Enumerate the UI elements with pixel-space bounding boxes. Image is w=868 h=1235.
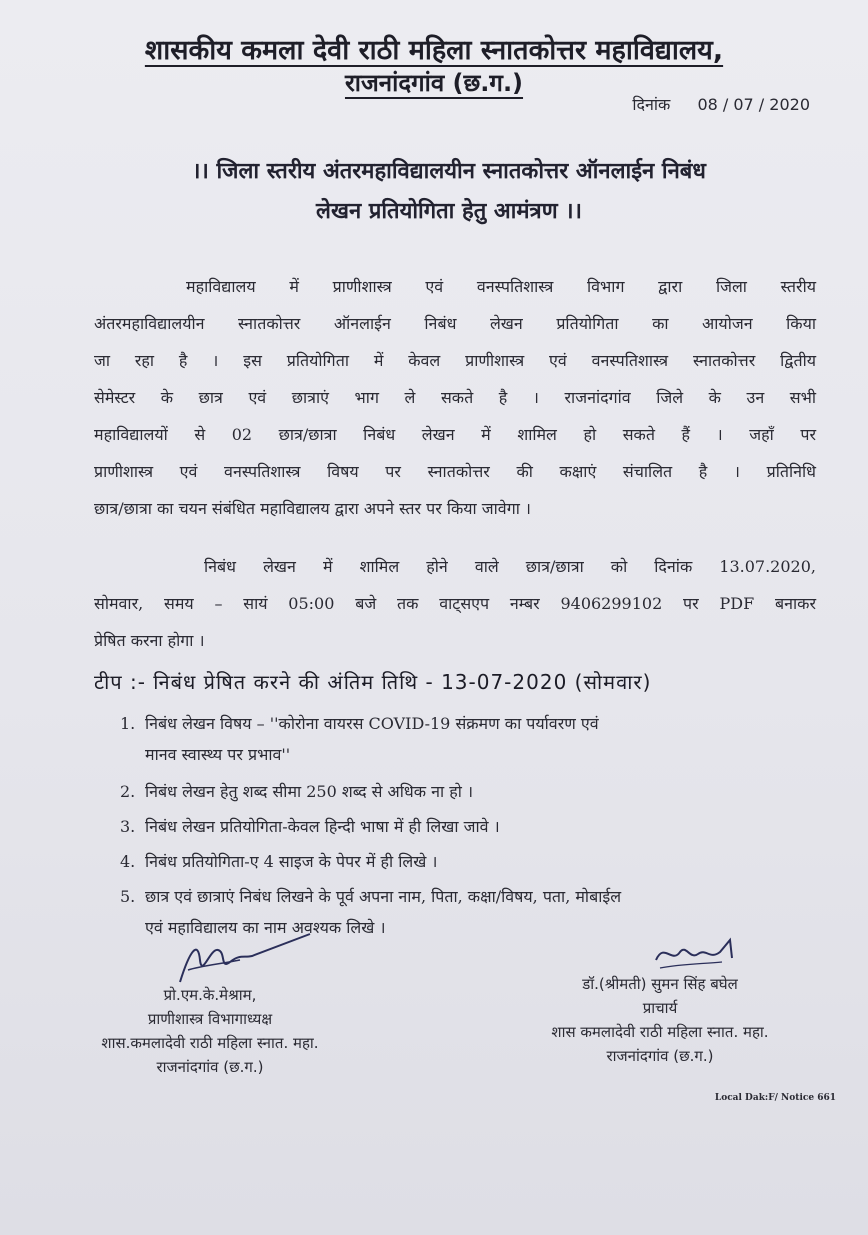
signatory-city: राजनांदगांव (छ.ग.) [156, 1058, 264, 1076]
rule-text: छात्र एवं छात्राएं निबंध लिखने के पूर्व अपना नाम, पिता, कक्षा/विषय, पता, मोबाईल [145, 887, 622, 906]
handwritten-deadline-note: टीप :- निबंध प्रेषित करने की अंतिम तिथि - 13-07-2020 (सोमवार) [94, 670, 652, 694]
para1-line: प्राणीशास्त्र एवं वनस्पतिशास्त्र विषय पर स्नातकोत्तर की कक्षाएं संचालित है । प्रतिनिधि [94, 462, 816, 481]
para2-line: निबंध लेखन में शामिल होने वाले छात्र/छात्रा को दिनांक 13.07.2020, [204, 557, 816, 576]
rule-text: निबंध प्रतियोगिता-ए 4 साइज के पेपर में ही लिखे । [145, 852, 438, 871]
rule-text: एवं महाविद्यालय का नाम अवश्यक लिखे । [145, 918, 386, 937]
rule-number: 2. [120, 782, 136, 801]
para2-line: प्रेषित करना होगा । [94, 631, 205, 650]
notice-title-line-1: ।। जिला स्तरीय अंतरमहाविद्यालयीन स्नातकोत्तर ऑनलाईन निबंध [192, 159, 706, 184]
para1-line: महाविद्यालयों से 02 छात्र/छात्रा निबंध लेखन में शामिल हो सकते हैं । जहाँ पर [94, 425, 816, 444]
rule-text: निबंध लेखन हेतु शब्द सीमा 250 शब्द से अधिक ना हो । [145, 782, 474, 801]
signatory-name: प्रो.एम.के.मेश्राम, [163, 986, 257, 1004]
signatory-name: डॉ.(श्रीमती) सुमन सिंह बघेल [582, 975, 738, 993]
date-label: दिनांक [632, 95, 671, 114]
rule-number: 4. [120, 852, 136, 871]
signature-left-icon [160, 930, 320, 990]
rule-number: 3. [120, 817, 136, 836]
rule-text: मानव स्वास्थ्य पर प्रभाव'' [145, 745, 291, 764]
para1-line: अंतरमहाविद्यालयीन स्नातकोत्तर ऑनलाईन निबंध लेखन प्रतियोगिता का आयोजन किया [94, 314, 816, 333]
date-value: 08 / 07 / 2020 [697, 95, 810, 114]
list-item [120, 776, 832, 807]
rule-number: 1. [120, 714, 136, 733]
signatory-city: राजनांदगांव (छ.ग.) [606, 1047, 714, 1065]
para2-line: सोमवार, समय – सायं 05:00 बजे तक वाट्सएप नम्बर 9406299102 पर PDF बनाकर [94, 594, 816, 613]
college-city: राजनांदगांव (छ.ग.) [344, 69, 524, 97]
para1-line: महाविद्यालय में प्राणीशास्त्र एवं वनस्पतिशास्त्र विभाग द्वारा जिला स्तरीय [186, 277, 816, 296]
para1-line: जा रहा है । इस प्रतियोगिता में केवल प्राणीशास्त्र एवं वनस्पतिशास्त्र स्नातकोत्तर द्वितीय [94, 351, 816, 370]
signature-right-icon [650, 930, 760, 975]
signatory-left [50, 983, 370, 1079]
list-item [120, 846, 832, 877]
signatory-right [500, 972, 820, 1068]
signatory-institution: शास.कमलादेवी राठी महिला स्नात. महा. [101, 1034, 319, 1052]
rule-text: निबंध लेखन प्रतियोगिता-केवल हिन्दी भाषा में ही लिखा जावे । [145, 817, 500, 836]
para1-line: छात्र/छात्रा का चयन संबंधित महाविद्यालय द्वारा अपने स्तर पर किया जावेगा । [94, 499, 532, 518]
signatory-institution: शास कमलादेवी राठी महिला स्नात. महा. [551, 1023, 769, 1041]
list-item [120, 811, 832, 842]
notice-reference: Local Dak:F/ Notice 661 [714, 1093, 836, 1103]
signatory-designation: प्राचार्य [642, 999, 678, 1017]
rule-number: 5. [120, 887, 136, 906]
list-item [120, 708, 832, 770]
para1-line: सेमेस्टर के छात्र एवं छात्राएं भाग ले सकते है । राजनांदगांव जिले के उन सभी [94, 388, 816, 407]
rules-list [120, 708, 832, 943]
notice-title-line-2: लेखन प्रतियोगिता हेतु आमंत्रण ।। [316, 199, 582, 224]
signatory-designation: प्राणीशास्त्र विभागाध्यक्ष [147, 1010, 273, 1028]
rule-text: निबंध लेखन विषय – ''कोरोना वायरस COVID-19 संक्रमण का पर्यावरण एवं [145, 714, 599, 733]
date-line [632, 93, 810, 115]
college-name: शासकीय कमला देवी राठी महिला स्नातकोत्तर महाविद्यालय, [144, 35, 724, 66]
